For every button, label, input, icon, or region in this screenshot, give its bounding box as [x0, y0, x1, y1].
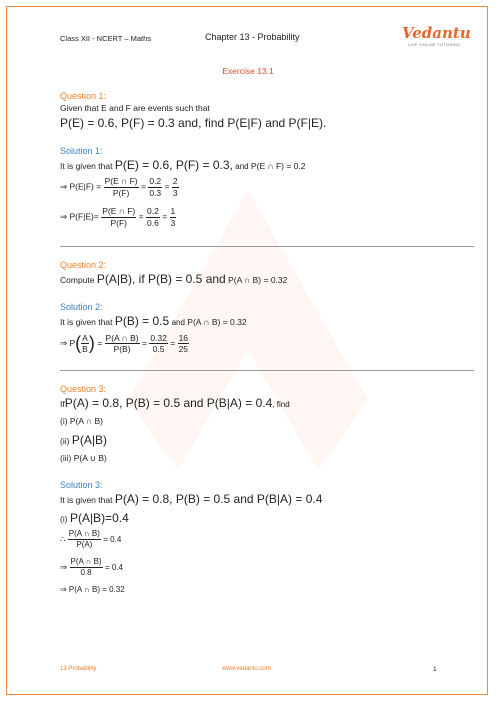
equals: = — [138, 211, 144, 222]
solution-1-title: Solution 1: — [60, 146, 103, 156]
solution-3-line-3: ⇒ P(A ∩ B) = 0.32 — [60, 585, 125, 594]
class-label: Class XII - NCERT – Maths — [60, 34, 151, 43]
solution-2-title: Solution 2: — [60, 302, 103, 312]
question-1-text: Given that E and F are events such that — [60, 103, 210, 113]
given-main: P(E) = 0.6, P(F) = 0.3, — [114, 158, 233, 172]
lhs: ⇒ P(E|F) = — [60, 181, 102, 192]
question-3-text: IfP(A) = 0.8, P(B) = 0.5 and P(B|A) = 0.4, find — [60, 396, 290, 410]
solution-1-given — [60, 158, 306, 172]
question-3-title: Question 3: — [60, 384, 107, 394]
question-2-text: Compute P(A|B), if P(B) = 0.5 and P(A ∩ B) = 0.32 — [60, 272, 288, 286]
fraction: $\frac{P(E \cap F)}{P(F)}$ — [104, 176, 138, 198]
logo-tagline: LIVE ONLINE TUTORING — [408, 42, 461, 47]
given-tail: P(E ∩ F) = 0.2 — [250, 161, 306, 171]
equals: = — [162, 211, 168, 222]
fraction: $\frac{0.2}{0.6}$ — [146, 206, 159, 228]
solution-2-line-1: ⇒ P( $\frac{A}{B}$ ) = $\frac{P(A \cap B)}{P(B)}$ = $\frac{0.32}{0.5}$ = $\frac{16}{25}$ — [60, 332, 189, 354]
solution-3-line-1: ∴ $\frac{P(A \cap B)}{P(A)}$ = 0.4 — [60, 529, 122, 549]
solution-1-line-1 — [60, 177, 179, 197]
fraction: $\frac{P(E \cap F)}{P(F)}$ — [102, 206, 136, 228]
chapter-title: Chapter 13 - Probability — [205, 32, 300, 42]
fraction: $\frac{P(A \cap B)}{P(A)}$ — [68, 529, 100, 549]
fraction: $\frac{P(A \cap B)}{P(B)}$ — [105, 332, 139, 354]
vedantu-logo: Vedantu — [402, 24, 471, 42]
fraction: $\frac{2}{3}$ — [172, 176, 178, 198]
solution-3-part-i: (i) P(A|B)=0.4 — [60, 511, 129, 525]
fraction: $\frac{16}{25}$ — [178, 332, 189, 354]
solution-3-title: Solution 3: — [60, 480, 103, 490]
solution-3-line-2: ⇒ $\frac{P(A \cap B)}{0.8}$ = 0.4 — [60, 557, 123, 577]
question-1-title: Question 1: — [60, 91, 107, 101]
given-prefix: It is given that — [60, 161, 113, 171]
fraction: $\frac{0.2}{0.3}$ — [149, 176, 162, 198]
footer-chapter: 13.Probability — [60, 666, 97, 672]
question-1-equation: P(E) = 0.6, P(F) = 0.3 and, find P(E|F) and P(F|E). — [60, 116, 327, 130]
solution-1-line-2 — [60, 207, 176, 227]
fraction: $\frac{A}{B}$ — [82, 332, 88, 354]
equals: = — [141, 181, 146, 192]
fraction: $\frac{P(A \cap B)}{0.8}$ — [70, 557, 102, 577]
fraction: $\frac{0.32}{0.5}$ — [150, 332, 167, 354]
question-3-part-i: (i) P(A ∩ B) — [60, 416, 103, 426]
question-2-title: Question 2: — [60, 260, 107, 270]
equals: = — [164, 181, 170, 192]
solution-3-given: It is given that P(A) = 0.8, P(B) = 0.5 and P(B|A) = 0.4 — [60, 492, 323, 506]
fraction: $\frac{1}{3}$ — [170, 206, 176, 228]
lhs: ⇒ P(F|E)= — [60, 211, 99, 222]
question-3-part-iii: (iii) P(A ∪ B) — [60, 453, 107, 463]
solution-2-given: It is given that P(B) = 0.5 and P(A ∩ B) = 0.32 — [60, 314, 247, 328]
divider — [60, 246, 474, 247]
given-and: and — [235, 162, 249, 171]
question-3-part-ii: (ii) P(A|B) — [60, 433, 107, 447]
footer-site-link[interactable]: www.vedantu.com — [222, 666, 271, 672]
divider — [60, 370, 474, 371]
page-number: 1 — [433, 666, 437, 673]
exercise-title: Exercise 13.1 — [222, 66, 274, 76]
